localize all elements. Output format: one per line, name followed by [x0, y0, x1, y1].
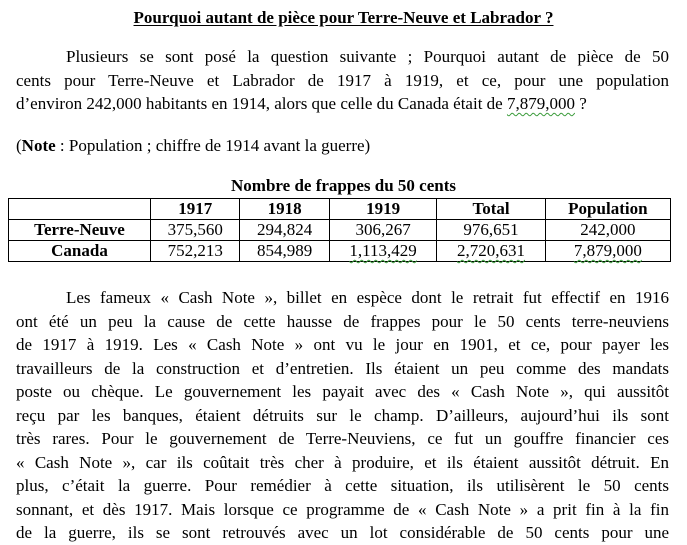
body-line-1-text: Les fameux « Cash Note », billet en espèce dont le retrait fut effectif en 1916 [66, 288, 669, 307]
intro-line-3-end: ? [574, 94, 587, 113]
table-cell: 294,824 [240, 220, 329, 241]
document-title [0, 7, 687, 29]
body-line: ont été un peu la cause de cette hausse de frappes pour le 50 cents terre-neuviens [16, 311, 669, 331]
document-title-text: Pourquoi autant de pièce pour Terre-Neuve et Labrador ? [133, 8, 554, 27]
body-line: travailleurs de la construction et d’entretien. Ils étaient un peu comme des mandats [16, 358, 669, 378]
header-cell-1918: 1918 [240, 199, 329, 220]
table-cell-text: 2,720,631 [457, 241, 526, 260]
table-cell [437, 241, 545, 262]
intro-line-1 [16, 45, 669, 69]
body-line: de la guerre, ils se sont retrouvés avec un lot considérable de 50 cents pour une [16, 523, 669, 542]
body-line: « Cash Note », car ils coûtait très cher à produire, et ils étaient aussitôt détruit. En [16, 452, 669, 472]
body-line: plus, c’était la guerre. Pour remédier à cette situation, ils utilisèrent le 50 cents [16, 476, 669, 495]
table-cell-text: 7,879,000 [573, 241, 642, 260]
table-cell: 242,000 [545, 220, 670, 241]
intro-line-2: cents pour Terre-Neuve et Labrador de 1917 à 1919, et ce, pour une population [16, 70, 669, 90]
population-note [16, 134, 370, 157]
body-line: sonnant, et dès 1917. Mais lorsque ce programme de « Cash Note » a prit fin à la fin [16, 499, 669, 519]
row-label-terre-neuve: Terre-Neuve [9, 220, 151, 241]
header-cell-total: Total [437, 199, 545, 220]
body-line: de 1917 à 1919. Les « Cash Note » ont vu le jour en 1901, et ce, pour payer les [16, 335, 669, 354]
table-row [9, 241, 671, 262]
body-line: très rares. Pour le gouvernement de Terre-Neuviens, ce fut un gouffre financier ces [16, 429, 669, 448]
header-cell-population: Population [545, 199, 670, 220]
body-line: reçu par les banques, étaient détruits sur le champ. D’ailleurs, aujourd’hui ils sont [16, 405, 669, 425]
body-line-1 [16, 286, 669, 310]
table-cell: 976,651 [437, 220, 545, 241]
intro-paragraph [16, 45, 669, 116]
row-label-canada: Canada [9, 241, 151, 262]
mintage-table [8, 198, 671, 262]
body-paragraph [16, 286, 669, 545]
note-open-paren: ( [16, 136, 22, 155]
table-header-row [9, 199, 671, 220]
table-cell: 752,213 [150, 241, 239, 262]
header-cell-empty [9, 199, 151, 220]
table-cell-text: 1,113,429 [349, 241, 417, 260]
header-cell-1917: 1917 [150, 199, 239, 220]
table-cell [329, 241, 436, 262]
header-cell-1919: 1919 [329, 199, 436, 220]
intro-line-1-text: Plusieurs se sont posé la question suivante ; Pourquoi autant de pièce de 50 [66, 47, 669, 66]
body-line: poste ou chèque. Le gouvernement les payait avec des « Cash Note », qui aussitôt [16, 382, 669, 401]
table-caption: Nombre de frappes du 50 cents [231, 176, 456, 195]
note-text: : Population ; chiffre de 1914 avant la guerre) [55, 136, 371, 155]
table-cell: 306,267 [329, 220, 436, 241]
table-row [9, 220, 671, 241]
intro-line-3 [16, 92, 669, 116]
intro-line-3-text: d’environ 242,000 habitants en 1914, alors que celle du Canada était de [16, 94, 507, 113]
note-label: Note [21, 136, 56, 155]
table-cell [545, 241, 670, 262]
intro-canada-population: 7,879,000 [506, 94, 575, 113]
table-cell: 375,560 [150, 220, 239, 241]
table-cell: 854,989 [240, 241, 329, 262]
